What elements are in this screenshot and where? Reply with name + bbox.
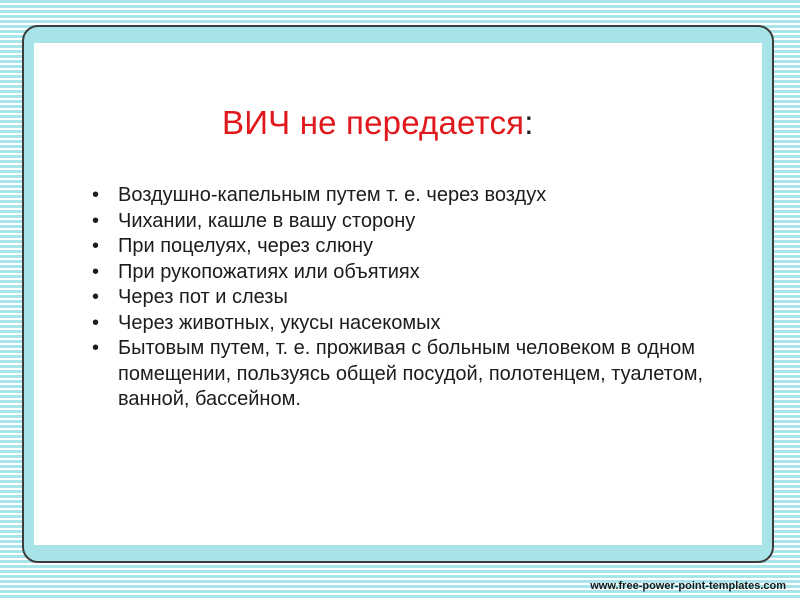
bullet-item (90, 260, 750, 286)
bullet-text: Через пот и слезы (118, 286, 288, 308)
bullet-item (90, 183, 750, 209)
bullet-text: При поцелуях, через слюну (118, 235, 374, 257)
bullet-marker: • (92, 260, 100, 283)
bullet-item (90, 209, 750, 235)
slide-title-colon: : (524, 104, 534, 141)
bullet-text: Бытовым путем, т. е. проживая с больным человеком в одном помещении, пользуясь общей посудой, полотенцем, туалетом, ванной, бассейном. (118, 337, 704, 410)
bullet-marker: • (92, 235, 100, 257)
bullet-text: Воздушно-капельным путем т. е. через воздух (118, 184, 547, 206)
bullet-text: При рукопожатиях или объятиях (118, 260, 420, 283)
bullet-marker: • (92, 209, 100, 232)
bullet-item (90, 311, 750, 337)
bullet-item (90, 285, 750, 311)
slide-title (222, 103, 534, 143)
bullet-list (90, 183, 750, 413)
slide-title-text: ВИЧ не передается (222, 104, 525, 141)
bullet-marker: • (92, 184, 100, 206)
bullet-item (90, 234, 750, 260)
bullet-marker: • (92, 311, 100, 334)
slide-content-panel (34, 43, 762, 545)
slide-frame (22, 25, 774, 563)
bullet-text: Чихании, кашле в вашу сторону (118, 209, 416, 232)
footer-website-url: www.free-power-point-templates.com (590, 580, 786, 592)
bullet-item (90, 336, 750, 413)
bullet-marker: • (92, 337, 100, 359)
bullet-text: Через животных, укусы насекомых (118, 311, 441, 334)
bullet-marker: • (92, 286, 100, 308)
